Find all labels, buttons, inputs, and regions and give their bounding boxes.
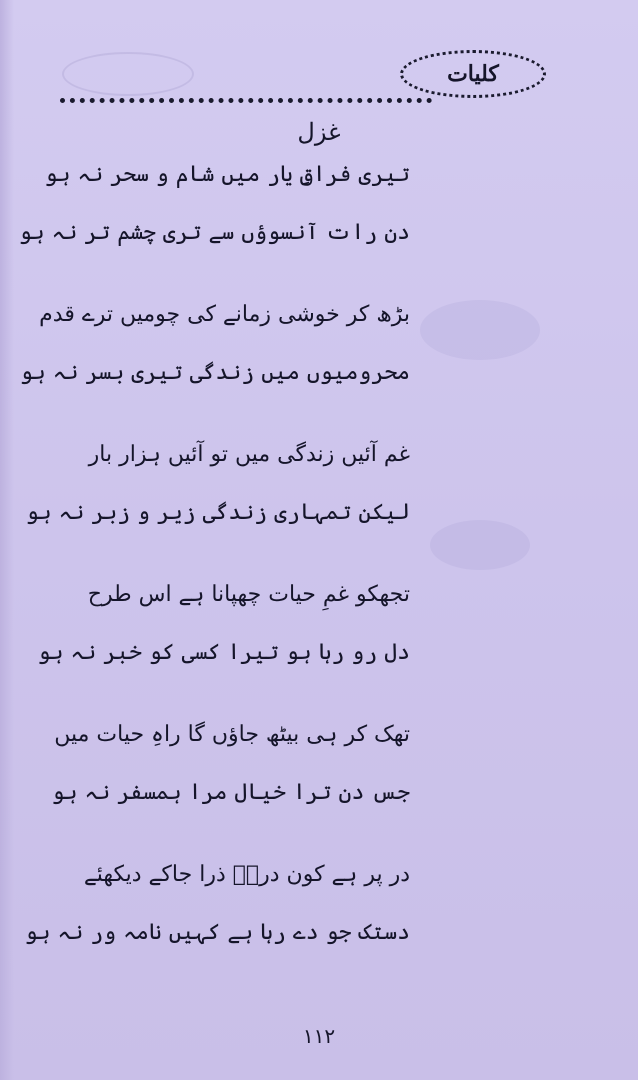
page-number: ۱۱۲ bbox=[302, 1024, 336, 1048]
page-edge-shadow bbox=[0, 0, 14, 1080]
paper-smudge bbox=[420, 300, 540, 360]
running-header: کلیات bbox=[447, 61, 499, 87]
verse-line: غم آئیں زندگی میں تو آئیں ہزار بار bbox=[88, 442, 410, 467]
verse-line: تیری فراقِ یار میں شام و سحر نہ ہو bbox=[44, 162, 410, 187]
couplet bbox=[51, 720, 410, 860]
verse-line: جس دن ترا خیال مرا ہمسفر نہ ہو bbox=[51, 780, 410, 805]
couplet bbox=[25, 440, 410, 580]
dotted-rule bbox=[60, 98, 432, 103]
verse-line: تجھکو غمِ حیات چھپانا ہے اس طرح bbox=[87, 582, 410, 607]
ghazal-title: غزل bbox=[297, 118, 341, 146]
verse-line: بڑھ کر خوشی زمانے کی چومیں ترے قدم bbox=[39, 302, 410, 327]
paper-smudge bbox=[430, 520, 530, 570]
couplet bbox=[18, 160, 410, 300]
bleed-through-oval bbox=[62, 52, 194, 96]
verse-line: در پر ہے کون دردؔ ذرا جاکے دیکھئے bbox=[83, 862, 410, 887]
verse-line: محرومیوں میں زندگی تیری بسر نہ ہو bbox=[19, 360, 410, 385]
verse-line: دل رو رہا ہو تیرا کسی کو خبر نہ ہو bbox=[37, 640, 410, 665]
ghazal-body bbox=[18, 160, 410, 1000]
verse-line: دستک جو دے رہا ہے کہیں نامہ ور نہ ہو bbox=[24, 920, 410, 945]
couplet bbox=[24, 860, 410, 1000]
couplet bbox=[19, 300, 410, 440]
header-ornament bbox=[400, 50, 546, 98]
verse-line: دن رات آنسوؤں سے تری چشم تر نہ ہو bbox=[18, 220, 410, 245]
verse-line: لیکن تمہاری زندگی زیر و زبر نہ ہو bbox=[25, 500, 410, 525]
verse-line: تھک کر ہی بیٹھ جاؤں گا راہِ حیات میں bbox=[54, 722, 410, 747]
couplet bbox=[37, 580, 410, 720]
